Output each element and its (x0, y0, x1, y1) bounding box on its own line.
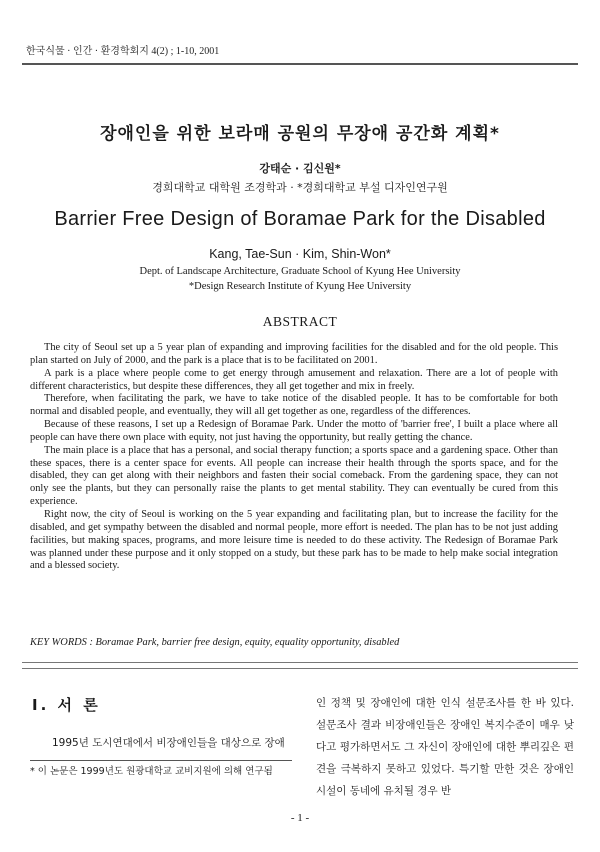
header-rule (22, 63, 578, 65)
abstract-paragraph: Right now, the city of Seoul is working on the 5 year expanding and facilitating plan, but to increase the facility for the disabled, and get sympathy between the disabled and normal people, more effort is needed. The plan has to be not just adding facilities, but making spaces, programs, and more leisure time is needed to do these activity. The Redesign of Boramae Park was planned under these purpose and it only stopped on a study, but these park has to be made to help make social integration and a blessed society. (30, 508, 558, 572)
abstract-body (30, 342, 558, 573)
journal-header: 한국식물 · 인간 · 환경학회지 4(2) ; 1-10, 2001 (26, 46, 220, 57)
abstract-paragraph: Because of these reasons, I set up a Redesign of Boramae Park. Under the motto of 'barrier free', I built a place where all people can have there own place with equity, not just having the opportunity, but really getting the chance. (30, 419, 558, 443)
english-affiliation-1: Dept. of Landscape Architecture, Graduate School of Kyung Hee University (139, 266, 461, 277)
footnote-rule (30, 760, 292, 761)
abstract-paragraph: The main place is a place that has a personal, and social therapy function; a sports space and a gardening space. Other than these spaces, there is a center space for events. All people can increase their health through the sports space, and for the disabled, they can get along with their neighbors and fasten their social comeback. From the gardening space, they can not only see the plants, but they can personally raise the plants to get mental stability. They can eventually be cured from this experience. (30, 444, 558, 508)
section-divider (22, 662, 578, 663)
english-title: Barrier Free Design of Boramae Park for the Disabled (54, 208, 546, 230)
english-affiliation-2: *Design Research Institute of Kyung Hee University (188, 281, 412, 292)
body-text-right: 인 정책 및 장애인에 대한 인식 설문조사를 한 바 있다. 설문조사 결과 비장애인들은 장애인 복지수준이 매우 낮다고 평가하면서도 그 자신이 장애인에 대한 뿌리깊은 편견을 극복하지 못하고 있었다. 특기할 만한 것은 장애인 시설이 동네에 유치될 경우 반 (316, 697, 574, 797)
section-heading: I. 서 론 (32, 696, 101, 714)
section-divider (22, 668, 578, 669)
abstract-paragraph: Therefore, when facilitating the park, we have to take notice of the disabled people. It has to be comfortable for both normal and disabled people, and eventually, they will all get together as one, regardless of the differences. (30, 393, 558, 418)
abstract-heading: ABSTRACT (262, 314, 338, 329)
page-number: - 1 - (290, 812, 310, 824)
abstract-paragraph: The city of Seoul set up a 5 year plan of expanding and improving facilities for the disabled and for the old people. This plan started on July of 2000, and the park is a place that is to be facilitated on 2001. (30, 342, 558, 366)
keywords: KEY WORDS : Boramae Park, barrier free design, equity, equality opportunity, disabled (30, 637, 400, 648)
body-text-left: 1995년 도시연대에서 비장애인들을 대상으로 장애 (52, 737, 285, 749)
english-authors: Kang, Tae-Sun · Kim, Shin-Won* (209, 247, 391, 261)
footnote: * 이 논문은 1999년도 원광대학교 교비지원에 의해 연구됨 (30, 766, 273, 777)
korean-title: 장애인을 위한 보라매 공원의 무장애 공간화 계획* (100, 124, 500, 144)
korean-affiliation: 경희대학교 대학원 조경학과 · *경희대학교 부설 디자인연구원 (152, 181, 448, 194)
abstract-paragraph: A park is a place where people come to get energy through amusement and relaxation. There are a lot of people with different characteristics, but despite these differences, they all get together and mix in freely. (30, 367, 558, 392)
korean-authors: 강태순 · 김신원* (259, 162, 341, 175)
